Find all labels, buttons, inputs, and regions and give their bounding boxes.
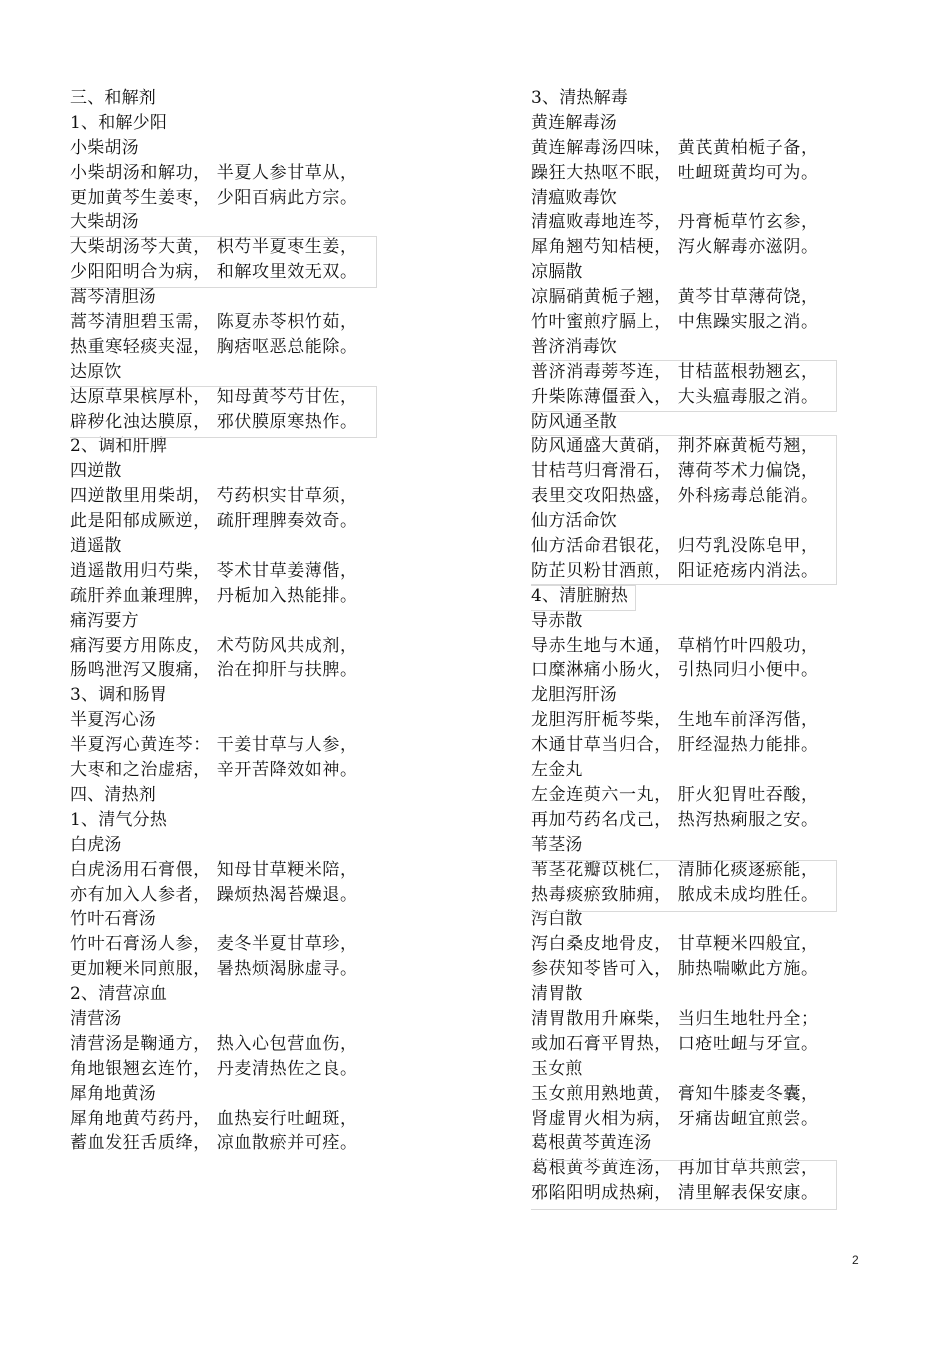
formula-title: 达原饮 [70, 361, 122, 382]
formula-verse-line: 犀角地黄芍药丹， 血热妄行吐衄斑， [70, 1108, 358, 1129]
formula-verse-line: 口糜淋痛小肠火， 引热同归小便中。 [531, 660, 819, 681]
formula-verse-line: 角地银翘玄连竹， 丹麦清热佐之良。 [70, 1058, 358, 1079]
formula-title: 四逆散 [70, 461, 122, 482]
subsection-heading: 3、调和肠胃 [70, 685, 168, 706]
formula-verse-line: 或加石膏平胃热， 口疮吐衄与牙宣。 [531, 1033, 819, 1054]
formula-title: 白虎汤 [70, 834, 122, 855]
section-heading: 三、和解剂 [70, 88, 156, 108]
formula-verse-line: 小柴胡汤和解功， 半夏人参甘草从， [70, 162, 358, 183]
left-column [70, 86, 490, 1156]
formula-title: 仙方活命饮 [531, 511, 617, 532]
formula-verse-line: 肾虚胃火相为病， 牙痛齿衄宜煎尝。 [531, 1108, 819, 1129]
formula-verse-line: 辟秽化浊达膜原， 邪伏膜原寒热作。 [70, 411, 358, 432]
subsection-heading: 3、清热解毒 [531, 88, 629, 108]
formula-verse-line: 清瘟败毒地连芩， 丹膏栀草竹玄参， [531, 212, 819, 233]
formula-verse-line: 疏肝养血兼理脾， 丹栀加入热能排。 [70, 585, 358, 606]
formula-verse-line: 导赤生地与木通， 草梢竹叶四般功， [531, 635, 819, 656]
formula-title: 玉女煎 [531, 1058, 583, 1079]
formula-verse-line: 仙方活命君银花， 归芍乳没陈皂甲， [531, 536, 819, 557]
formula-title: 凉膈散 [531, 262, 583, 283]
formula-verse-line: 木通甘草当归合， 肝经湿热力能排。 [531, 735, 819, 756]
formula-title: 左金丸 [531, 760, 583, 781]
formula-verse-line: 邪陷阳明成热痢， 清里解表保安康。 [531, 1183, 819, 1204]
formula-verse-line: 防芷贝粉甘酒煎， 阳证疮疡内消法。 [531, 560, 819, 581]
formula-verse-line: 四逆散里用柴胡， 芍药枳实甘草须， [70, 486, 358, 507]
formula-verse-line: 热毒痰瘀致肺痈， 脓成未成均胜任。 [531, 884, 819, 905]
formula-verse-line: 表里交攻阳热盛， 外科疡毒总能消。 [531, 486, 819, 507]
right-column [531, 86, 941, 1206]
formula-title: 小柴胡汤 [70, 137, 139, 158]
formula-verse-line: 白虎汤用石膏偎， 知母甘草粳米陪， [70, 859, 358, 880]
formula-title: 清胃散 [531, 984, 583, 1005]
formula-title: 龙胆泻肝汤 [531, 685, 617, 706]
formula-verse-line: 防风通盛大黄硝， 荆芥麻黄栀芍翘， [531, 436, 819, 457]
subsection-heading: 2、清营凉血 [70, 984, 168, 1005]
formula-title: 导赤散 [531, 610, 583, 631]
formula-verse-line: 玉女煎用熟地黄， 膏知牛膝麦冬囊， [531, 1083, 819, 1104]
formula-verse-line: 苇茎花瓣苡桃仁， 清肺化痰逐瘀能， [531, 859, 819, 880]
formula-verse-line: 大枣和之治虚痞， 辛开苦降效如神。 [70, 760, 358, 781]
formula-verse-line: 更加黄芩生姜枣， 少阳百病此方宗。 [70, 187, 358, 208]
formula-verse-line: 逍遥散用归芍柴， 苓术甘草姜薄偕， [70, 560, 358, 581]
formula-verse-line: 竹叶石膏汤人参， 麦冬半夏甘草珍， [70, 934, 358, 955]
formula-title: 逍遥散 [70, 536, 122, 557]
formula-title: 黄连解毒汤 [531, 112, 617, 133]
formula-verse-line: 躁狂大热呕不眠， 吐衄斑黄均可为。 [531, 162, 819, 183]
formula-verse-line: 蒿芩清胆碧玉需， 陈夏赤苓枳竹茹， [70, 312, 358, 333]
formula-title: 苇茎汤 [531, 834, 583, 855]
formula-verse-line: 黄连解毒汤四味， 黄芪黄柏栀子备， [531, 137, 819, 158]
formula-verse-line: 甘桔芎归膏滑石， 薄荷芩术力偏饶， [531, 461, 819, 482]
formula-verse-line: 半夏泻心黄连芩： 干姜甘草与人参， [70, 735, 358, 756]
section-heading: 四、清热剂 [70, 784, 156, 805]
formula-title: 蒿芩清胆汤 [70, 287, 156, 308]
formula-verse-line: 清胃散用升麻柴， 当归生地牡丹全； [531, 1008, 819, 1029]
formula-verse-line: 龙胆泻肝栀芩柴， 生地车前泽泻偕， [531, 710, 819, 731]
formula-title: 普济消毒饮 [531, 336, 617, 357]
formula-title: 清瘟败毒饮 [531, 187, 617, 208]
formula-verse-line: 凉膈硝黄栀子翘， 黄芩甘草薄荷饶， [531, 287, 819, 308]
formula-verse-line: 升柴陈薄僵蚕入， 大头瘟毒服之消。 [531, 386, 819, 407]
formula-verse-line: 泻白桑皮地骨皮， 甘草粳米四般宜， [531, 934, 819, 955]
formula-verse-line: 左金连萸六一丸， 肝火犯胃吐吞酸， [531, 784, 819, 805]
formula-verse-line: 大柴胡汤芩大黄， 枳芍半夏枣生姜， [70, 237, 358, 258]
formula-title: 泻白散 [531, 909, 583, 930]
formula-verse-line: 肠鸣泄泻又腹痛， 治在抑肝与扶脾。 [70, 660, 358, 681]
formula-verse-line: 亦有加入人参者， 躁烦热渴苔燥退。 [70, 884, 358, 905]
subsection-heading: 4、清脏腑热 [531, 585, 629, 606]
formula-verse-line: 犀角翘芍知桔梗， 泻火解毒亦滋阴。 [531, 237, 819, 258]
formula-title: 半夏泻心汤 [70, 710, 156, 731]
formula-verse-line: 少阳阳明合为病， 和解攻里效无双。 [70, 262, 358, 283]
formula-title: 大柴胡汤 [70, 212, 139, 233]
formula-verse-line: 普济消毒蒡芩连， 甘桔蓝根勃翘玄， [531, 361, 819, 382]
subsection-heading: 1、和解少阳 [70, 112, 168, 133]
formula-title: 防风通圣散 [531, 411, 617, 432]
page-number: 2 [852, 1253, 859, 1267]
formula-title: 竹叶石膏汤 [70, 909, 156, 930]
formula-title: 葛根黄芩黄连汤 [531, 1133, 652, 1154]
formula-title: 痛泻要方 [70, 610, 139, 631]
formula-verse-line: 再加芍药名戊己， 热泻热痢服之安。 [531, 809, 819, 830]
formula-verse-line: 此是阳郁成厥逆， 疏肝理脾奏效奇。 [70, 511, 358, 532]
formula-verse-line: 更加粳米同煎服， 暑热烦渴脉虚寻。 [70, 959, 358, 980]
formula-title: 清营汤 [70, 1008, 122, 1029]
formula-verse-line: 痛泻要方用陈皮， 术芍防风共成剂， [70, 635, 358, 656]
formula-title: 犀角地黄汤 [70, 1083, 156, 1104]
formula-verse-line: 参茯知苓皆可入， 肺热喘嗽此方施。 [531, 959, 819, 980]
formula-verse-line: 蓄血发狂舌质绛， 凉血散瘀并可痊。 [70, 1133, 358, 1154]
formula-verse-line: 葛根黄芩黄连汤， 再加甘草共煎尝， [531, 1158, 819, 1179]
subsection-heading: 2、调和肝脾 [70, 436, 168, 457]
formula-verse-line: 热重寒轻痰夹湿， 胸痞呕恶总能除。 [70, 336, 358, 357]
formula-verse-line: 清营汤是鞠通方， 热入心包营血伤， [70, 1033, 358, 1054]
subsection-heading: 1、清气分热 [70, 809, 168, 830]
formula-verse-line: 达原草果槟厚朴， 知母黄芩芍甘佐， [70, 386, 358, 407]
formula-verse-line: 竹叶蜜煎疗膈上， 中焦躁实服之消。 [531, 312, 819, 333]
